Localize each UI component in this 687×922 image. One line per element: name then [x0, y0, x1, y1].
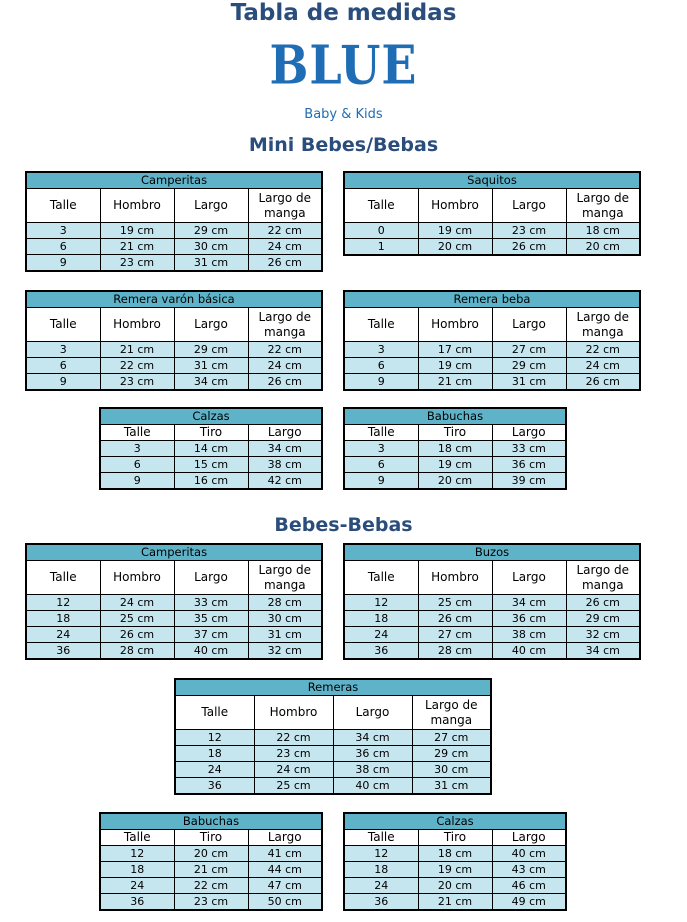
table-cell: 34 cm — [248, 441, 322, 457]
table-cell: 26 cm — [492, 239, 566, 256]
table-cell: 41 cm — [248, 846, 322, 862]
table-cell: 30 cm — [412, 762, 491, 778]
table-row — [100, 473, 322, 490]
table-cell: 22 cm — [248, 223, 322, 239]
table-cell: 9 — [344, 473, 418, 490]
table-cell: 22 cm — [566, 342, 640, 358]
column-header: Largo — [492, 561, 566, 595]
table-cell: 31 cm — [174, 255, 248, 272]
table-cell: 27 cm — [492, 342, 566, 358]
table-cell: 25 cm — [254, 778, 333, 795]
table-row — [26, 595, 322, 611]
table-cell: 31 cm — [492, 374, 566, 391]
table-row — [344, 223, 640, 239]
table-cell: 38 cm — [248, 457, 322, 473]
table-mini-calzas — [99, 407, 323, 490]
table-cell: 26 cm — [100, 627, 174, 643]
column-header: Largo de manga — [566, 561, 640, 595]
table-caption: Babuchas — [344, 408, 566, 425]
table-row — [344, 473, 566, 490]
table-cell: 44 cm — [248, 862, 322, 878]
column-header: Largo — [174, 189, 248, 223]
table-cell: 12 — [100, 846, 174, 862]
table-cell: 24 cm — [254, 762, 333, 778]
section-title-mini-bebes: Mini Bebes/Bebas — [248, 134, 439, 156]
table-caption: Remera beba — [344, 291, 640, 308]
table-cell: 9 — [26, 374, 100, 391]
table-cell: 9 — [26, 255, 100, 272]
table-mini-remera-beba — [343, 290, 641, 391]
table-cell: 43 cm — [492, 862, 566, 878]
column-header: Largo de manga — [566, 308, 640, 342]
column-header: Largo — [492, 425, 566, 441]
table-cell: 40 cm — [174, 643, 248, 660]
table-cell: 0 — [344, 223, 418, 239]
table-cell: 46 cm — [492, 878, 566, 894]
page-title: Tabla de medidas — [230, 0, 457, 26]
table-cell: 18 — [344, 862, 418, 878]
column-header: Hombro — [254, 696, 333, 730]
table-mini-camperitas — [25, 171, 323, 272]
column-header: Largo — [492, 308, 566, 342]
table-cell: 32 cm — [248, 643, 322, 660]
table-cell: 28 cm — [248, 595, 322, 611]
table-row — [344, 894, 566, 911]
column-header: Largo de manga — [248, 561, 322, 595]
table-cell: 42 cm — [248, 473, 322, 490]
column-header: Largo — [248, 425, 322, 441]
table-cell: 18 — [344, 611, 418, 627]
column-header: Talle — [26, 189, 100, 223]
column-header: Largo de manga — [248, 189, 322, 223]
table-row — [26, 342, 322, 358]
table-cell: 49 cm — [492, 894, 566, 911]
table-cell: 22 cm — [100, 358, 174, 374]
table-cell: 25 cm — [418, 595, 492, 611]
brand-logo-subtitle: Baby & Kids — [304, 107, 383, 122]
table-cell: 15 cm — [174, 457, 248, 473]
table-cell: 18 cm — [418, 846, 492, 862]
table-cell: 31 cm — [412, 778, 491, 795]
table-row — [175, 746, 491, 762]
table-cell: 36 — [175, 778, 254, 795]
table-cell: 19 cm — [418, 358, 492, 374]
table-cell: 6 — [100, 457, 174, 473]
table-cell: 24 — [344, 627, 418, 643]
column-header: Largo — [492, 189, 566, 223]
table-cell: 17 cm — [418, 342, 492, 358]
column-header: Largo — [248, 830, 322, 846]
column-header: Hombro — [418, 189, 492, 223]
table-cell: 20 cm — [418, 878, 492, 894]
table-cell: 38 cm — [333, 762, 412, 778]
column-header: Hombro — [418, 561, 492, 595]
column-header: Talle — [26, 308, 100, 342]
table-cell: 14 cm — [174, 441, 248, 457]
table-cell: 1 — [344, 239, 418, 256]
table-cell: 6 — [26, 239, 100, 255]
table-row — [344, 457, 566, 473]
table-cell: 50 cm — [248, 894, 322, 911]
table-cell: 18 — [175, 746, 254, 762]
table-row — [100, 457, 322, 473]
table-cell: 34 cm — [333, 730, 412, 746]
column-header: Talle — [344, 561, 418, 595]
table-caption: Camperitas — [26, 172, 322, 189]
table-cell: 30 cm — [174, 239, 248, 255]
brand-logo: BLUE — [269, 33, 418, 97]
table-cell: 28 cm — [418, 643, 492, 660]
table-cell: 32 cm — [566, 627, 640, 643]
table-cell: 26 cm — [248, 255, 322, 272]
table-cell: 36 — [26, 643, 100, 660]
table-mini-remera-varon — [25, 290, 323, 391]
table-cell: 6 — [26, 358, 100, 374]
column-header: Largo de manga — [412, 696, 491, 730]
table-cell: 24 cm — [248, 239, 322, 255]
table-cell: 21 cm — [418, 374, 492, 391]
column-header: Talle — [175, 696, 254, 730]
table-row — [344, 358, 640, 374]
table-cell: 29 cm — [412, 746, 491, 762]
table-row — [100, 862, 322, 878]
column-header: Tiro — [174, 425, 248, 441]
table-cell: 34 cm — [566, 643, 640, 660]
table-caption: Remeras — [175, 679, 491, 696]
table-row — [100, 441, 322, 457]
table-cell: 36 — [344, 894, 418, 911]
table-cell: 12 — [344, 846, 418, 862]
table-cell: 18 — [26, 611, 100, 627]
table-cell: 20 cm — [418, 239, 492, 256]
column-header: Largo — [174, 561, 248, 595]
table-cell: 24 cm — [248, 358, 322, 374]
table-bebes-calzas — [343, 812, 567, 911]
column-header: Tiro — [174, 830, 248, 846]
table-cell: 24 — [175, 762, 254, 778]
table-cell: 16 cm — [174, 473, 248, 490]
column-header: Hombro — [418, 308, 492, 342]
table-caption: Calzas — [100, 408, 322, 425]
column-header: Talle — [344, 308, 418, 342]
table-cell: 28 cm — [100, 643, 174, 660]
table-row — [175, 762, 491, 778]
table-row — [344, 611, 640, 627]
table-row — [100, 846, 322, 862]
table-cell: 3 — [26, 342, 100, 358]
table-cell: 20 cm — [418, 473, 492, 490]
table-cell: 21 cm — [418, 894, 492, 911]
table-cell: 24 — [100, 878, 174, 894]
table-cell: 40 cm — [492, 846, 566, 862]
table-row — [344, 239, 640, 256]
table-cell: 36 cm — [492, 457, 566, 473]
table-cell: 21 cm — [100, 342, 174, 358]
table-cell: 29 cm — [174, 342, 248, 358]
column-header: Hombro — [100, 561, 174, 595]
column-header: Hombro — [100, 308, 174, 342]
table-cell: 40 cm — [492, 643, 566, 660]
table-row — [344, 441, 566, 457]
table-cell: 36 cm — [492, 611, 566, 627]
table-row — [26, 223, 322, 239]
table-row — [344, 342, 640, 358]
table-cell: 40 cm — [333, 778, 412, 795]
table-cell: 22 cm — [254, 730, 333, 746]
column-header: Tiro — [418, 830, 492, 846]
table-bebes-camperitas — [25, 543, 323, 660]
table-row — [344, 374, 640, 391]
table-cell: 33 cm — [492, 441, 566, 457]
table-cell: 26 cm — [566, 595, 640, 611]
table-caption: Saquitos — [344, 172, 640, 189]
table-bebes-babuchas — [99, 812, 323, 911]
table-cell: 23 cm — [492, 223, 566, 239]
table-bebes-buzos — [343, 543, 641, 660]
column-header: Largo — [333, 696, 412, 730]
column-header: Talle — [100, 830, 174, 846]
column-header: Largo — [174, 308, 248, 342]
table-cell: 31 cm — [174, 358, 248, 374]
table-cell: 47 cm — [248, 878, 322, 894]
column-header: Largo de manga — [566, 189, 640, 223]
table-cell: 39 cm — [492, 473, 566, 490]
table-cell: 19 cm — [418, 223, 492, 239]
column-header: Largo de manga — [248, 308, 322, 342]
table-cell: 23 cm — [100, 255, 174, 272]
table-caption: Calzas — [344, 813, 566, 830]
table-cell: 12 — [26, 595, 100, 611]
table-cell: 19 cm — [100, 223, 174, 239]
table-cell: 34 cm — [492, 595, 566, 611]
table-row — [100, 894, 322, 911]
table-mini-babuchas — [343, 407, 567, 490]
table-cell: 19 cm — [418, 862, 492, 878]
table-cell: 33 cm — [174, 595, 248, 611]
table-cell: 18 cm — [566, 223, 640, 239]
table-row — [175, 730, 491, 746]
table-cell: 20 cm — [174, 846, 248, 862]
table-cell: 36 cm — [333, 746, 412, 762]
table-cell: 23 cm — [100, 374, 174, 391]
column-header: Hombro — [100, 189, 174, 223]
table-cell: 22 cm — [248, 342, 322, 358]
table-row — [26, 643, 322, 660]
table-row — [175, 778, 491, 795]
table-cell: 22 cm — [174, 878, 248, 894]
table-cell: 26 cm — [418, 611, 492, 627]
table-row — [344, 862, 566, 878]
table-caption: Camperitas — [26, 544, 322, 561]
section-title-bebes: Bebes-Bebas — [274, 514, 413, 536]
table-row — [26, 358, 322, 374]
table-cell: 6 — [344, 457, 418, 473]
table-row — [344, 643, 640, 660]
table-caption: Remera varón básica — [26, 291, 322, 308]
table-row — [26, 627, 322, 643]
table-cell: 12 — [344, 595, 418, 611]
table-cell: 3 — [100, 441, 174, 457]
table-cell: 3 — [26, 223, 100, 239]
table-cell: 20 cm — [566, 239, 640, 256]
table-cell: 18 — [100, 862, 174, 878]
column-header: Talle — [100, 425, 174, 441]
column-header: Talle — [26, 561, 100, 595]
table-cell: 30 cm — [248, 611, 322, 627]
table-cell: 24 cm — [566, 358, 640, 374]
table-cell: 3 — [344, 441, 418, 457]
table-cell: 26 cm — [566, 374, 640, 391]
table-cell: 27 cm — [412, 730, 491, 746]
table-cell: 38 cm — [492, 627, 566, 643]
table-cell: 29 cm — [566, 611, 640, 627]
table-cell: 23 cm — [254, 746, 333, 762]
table-cell: 23 cm — [174, 894, 248, 911]
table-cell: 27 cm — [418, 627, 492, 643]
table-cell: 29 cm — [174, 223, 248, 239]
table-caption: Babuchas — [100, 813, 322, 830]
table-row — [26, 255, 322, 272]
table-cell: 35 cm — [174, 611, 248, 627]
table-bebes-remeras — [174, 678, 492, 795]
table-cell: 34 cm — [174, 374, 248, 391]
table-cell: 29 cm — [492, 358, 566, 374]
table-row — [26, 239, 322, 255]
table-cell: 9 — [100, 473, 174, 490]
table-row — [344, 878, 566, 894]
column-header: Tiro — [418, 425, 492, 441]
table-cell: 31 cm — [248, 627, 322, 643]
table-cell: 3 — [344, 342, 418, 358]
table-row — [26, 374, 322, 391]
table-cell: 37 cm — [174, 627, 248, 643]
table-cell: 9 — [344, 374, 418, 391]
table-cell: 36 — [100, 894, 174, 911]
table-row — [26, 611, 322, 627]
column-header: Talle — [344, 189, 418, 223]
table-cell: 25 cm — [100, 611, 174, 627]
table-row — [344, 627, 640, 643]
column-header: Talle — [344, 425, 418, 441]
table-row — [344, 846, 566, 862]
table-cell: 19 cm — [418, 457, 492, 473]
table-cell: 24 — [26, 627, 100, 643]
column-header: Talle — [344, 830, 418, 846]
table-cell: 24 — [344, 878, 418, 894]
table-row — [344, 595, 640, 611]
table-row — [100, 878, 322, 894]
table-caption: Buzos — [344, 544, 640, 561]
table-cell: 12 — [175, 730, 254, 746]
table-mini-saquitos — [343, 171, 641, 256]
table-cell: 6 — [344, 358, 418, 374]
column-header: Largo — [492, 830, 566, 846]
table-cell: 21 cm — [100, 239, 174, 255]
table-cell: 36 — [344, 643, 418, 660]
table-cell: 26 cm — [248, 374, 322, 391]
table-cell: 24 cm — [100, 595, 174, 611]
table-cell: 21 cm — [174, 862, 248, 878]
table-cell: 18 cm — [418, 441, 492, 457]
